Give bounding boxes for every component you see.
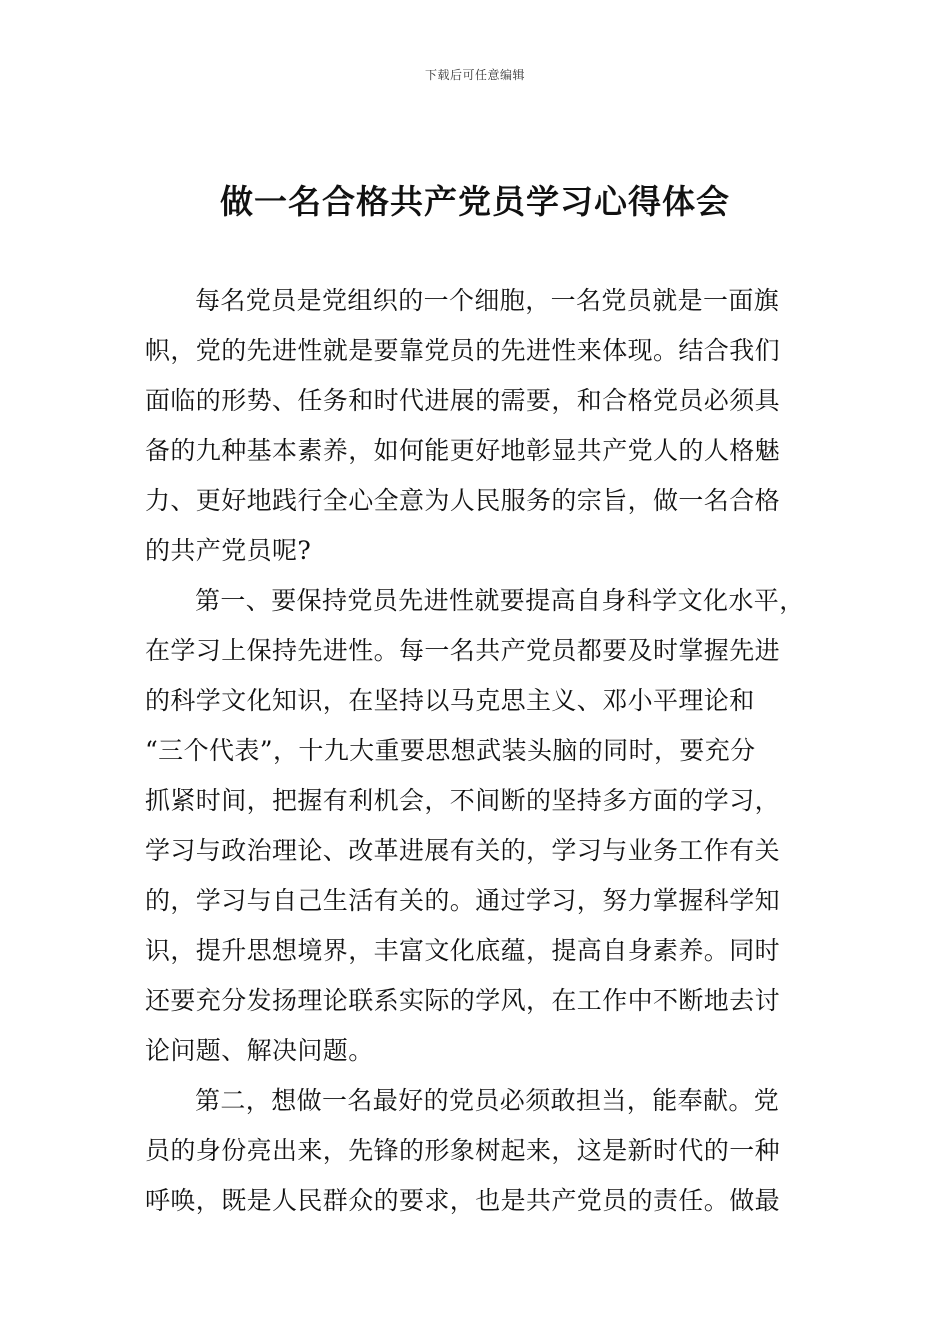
paragraph-line: “三个代表”，十九大重要思想武装头脑的同时，要充分 xyxy=(145,736,756,765)
paragraph-line: 的，学习与自己生活有关的。通过学习，努力掌握科学知 xyxy=(145,886,781,915)
paragraph-line: 识，提升思想境界，丰富文化底蕴，提高自身素养。同时 xyxy=(145,936,781,965)
paragraph-line: 学习与政治理论、改革进展有关的，学习与业务工作有关 xyxy=(145,836,781,865)
paragraph-line: 还要充分发扬理论联系实际的学风，在工作中不断地去讨 xyxy=(145,986,781,1015)
paragraph-line: 在学习上保持先进性。每一名共产党员都要及时掌握先进 xyxy=(145,636,781,665)
paragraph-line: 论问题、解决问题。 xyxy=(145,1036,374,1065)
paragraph-line: 力、更好地践行全心全意为人民服务的宗旨，做一名合格 xyxy=(145,486,781,515)
header-note: 下载后可任意编辑 xyxy=(424,68,525,82)
paragraph-line: 的科学文化知识，在坚持以马克思主义、邓小平理论和 xyxy=(145,686,755,715)
document-body xyxy=(145,276,810,1226)
paragraph-line: 第二，想做一名最好的党员必须敢担当，能奉献。党 xyxy=(195,1086,780,1115)
paragraph-line: 呼唤，既是人民群众的要求，也是共产党员的责任。做最 xyxy=(145,1186,781,1215)
paragraph-line: 第一、要保持党员先进性就要提高自身科学文化水平， xyxy=(195,586,805,615)
paragraph-line: 帜，党的先进性就是要靠党员的先进性来体现。结合我们 xyxy=(145,336,781,365)
paragraph-line: 面临的形势、任务和时代进展的需要，和合格党员必须具 xyxy=(145,386,781,415)
paragraph-line: 每名党员是党组织的一个细胞，一名党员就是一面旗 xyxy=(195,286,780,315)
paragraph-line: 抓紧时间，把握有利机会，不间断的坚持多方面的学习， xyxy=(145,786,781,815)
paragraph-line: 备的九种基本素养，如何能更好地彰显共产党人的人格魅 xyxy=(145,436,781,465)
paragraph-line: 的共产党员呢? xyxy=(145,536,312,565)
document-title: 做一名合格共产党员学习心得体会 xyxy=(220,182,730,221)
paragraph-line: 员的身份亮出来，先锋的形象树起来，这是新时代的一种 xyxy=(145,1136,781,1165)
